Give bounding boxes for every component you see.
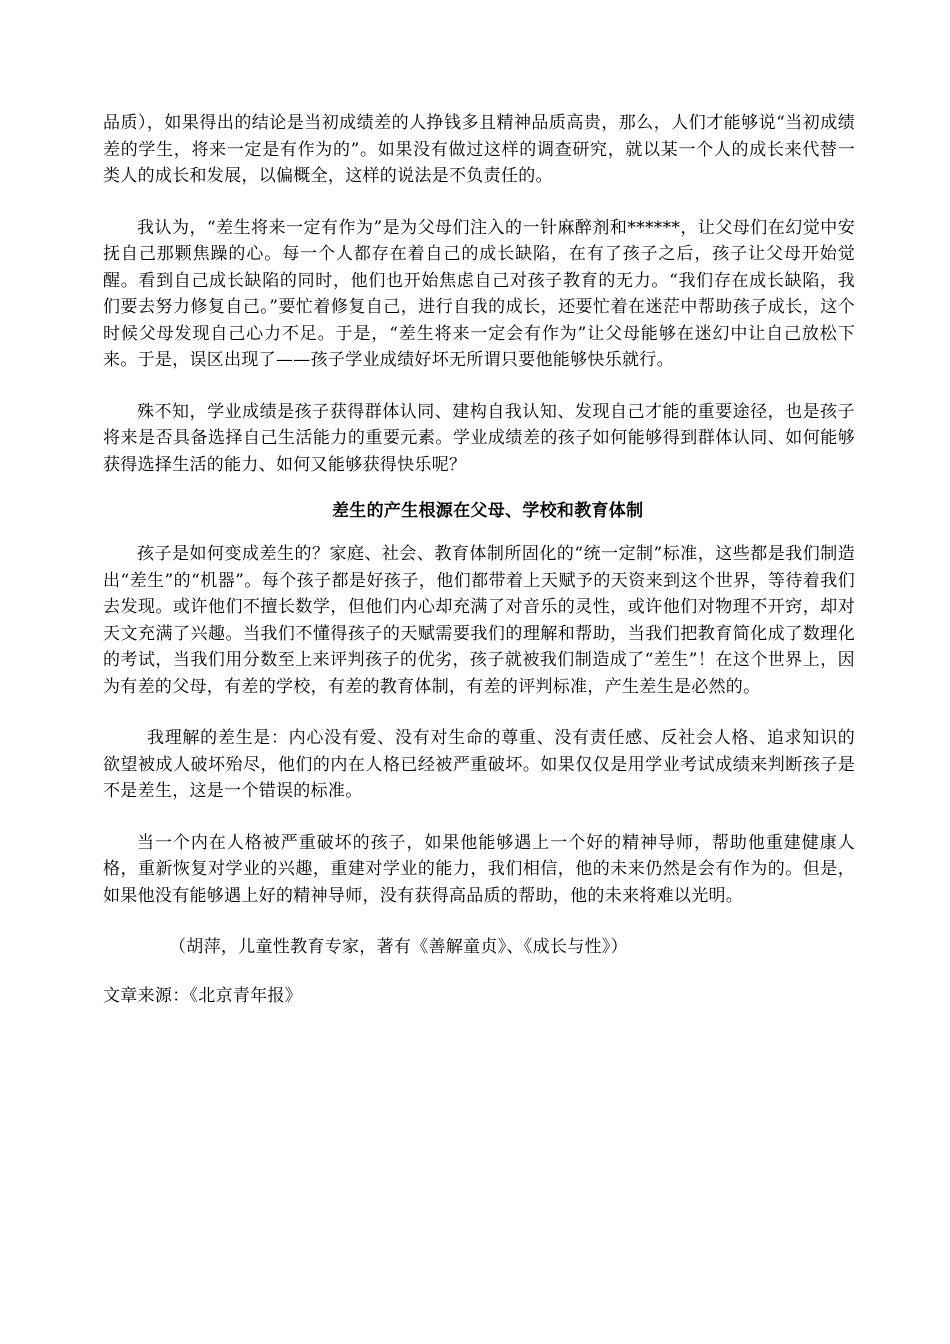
section-heading: 差生的产生根源在父母、学校和教育体制 [332, 501, 644, 521]
paragraph-5: 我理解的差生是：内心没有爱、没有对生命的尊重、没有责任感、反社会人格、追求知识的欲望被成人破坏殆尽，他们的内在人格已经被严重破坏。如果仅仅是用学业考试成绩来判断孩子是不是差生，这是一个错误的标准。 [103, 728, 855, 801]
document-page [103, 110, 855, 1009]
author-note: （胡萍，儿童性教育专家，著有《善解童贞》、《成长与性》） [169, 937, 628, 957]
paragraph-2: 我认为，“差生将来一定有作为”是为父母们注入的一针麻醉剂和******，让父母们在幻觉中安抚自己那颗焦躁的心。每一个人都存在着自己的成长缺陷，在有了孩子之后，孩子让父母开始觉醒。看到自己成长缺陷的同时，他们也开始焦虑自己对孩子教育的无力。“我们存在成长缺陷，我们要去努力修复自己。”要忙着修复自己，进行自我的成长，还要忙着在迷茫中帮助孩子成长，这个时候父母发现自己心力不足。于是，“差生将来一定会有作为”让父母能够在迷幻中让自己放松下来。于是，误区出现了——孩子学业成绩好坏无所谓只要他能够快乐就行。 [103, 217, 855, 370]
paragraph-3: 殊不知，学业成绩是孩子获得群体认同、建构自我认知、发现自己才能的重要途径，也是孩子将来是否具备选择自己生活能力的重要元素。学业成绩差的孩子如何能够得到群体认同、如何能够获得选择生活的能力、如何又能够获得快乐呢？ [103, 401, 855, 475]
paragraph-6: 当一个内在人格被严重破坏的孩子，如果他能够遇上一个好的精神导师，帮助他重建健康人格，重新恢复对学业的兴趣，重建对学业的能力，我们相信，他的未来仍然是会有作为的。但是，如果他没有能够遇上好的精神导师，没有获得高品质的帮助，他的未来将难以光明。 [103, 832, 855, 906]
paragraph-1: 品质），如果得出的结论是当初成绩差的人挣钱多且精神品质高贵，那么，人们才能够说“当初成绩差的学生，将来一定是有作为的”。如果没有做过这样的调查研究，就以某一个人的成长来代替一类人的成长和发展，以偏概全，这样的说法是不负责任的。 [103, 113, 855, 186]
paragraph-4: 孩子是如何变成差生的？家庭、社会、教育体制所固化的“统一定制”标准，这些都是我们制造出“差生”的“机器”。每个孩子都是好孩子，他们都带着上天赋予的天资来到这个世界，等待着我们去发现。或许他们不擅长数学，但他们内心却充满了对音乐的灵性，或许他们对物理不开窍，却对天文充满了兴趣。当我们不懂得孩子的天赋需要我们的理解和帮助，当我们把教育简化成了数理化的考试，当我们用分数至上来评判孩子的优劣，孩子就被我们制造成了“差生”！在这个世界上，因为有差的父母，有差的学校，有差的教育体制，有差的评判标准，产生差生是必然的。 [103, 544, 855, 697]
article-source: 文章来源：《北京青年报》 [103, 985, 303, 1006]
